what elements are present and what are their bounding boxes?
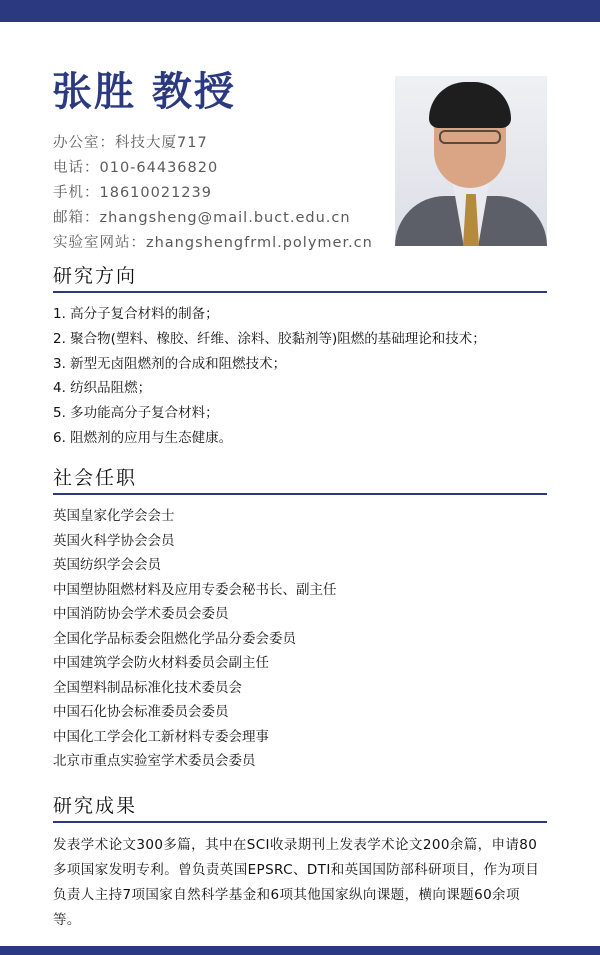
roles-section	[53, 464, 547, 774]
top-banner	[0, 0, 600, 22]
role-item: 中国消防协会学术委员会委员	[53, 606, 229, 622]
research-item: 1. 高分子复合材料的制备；	[53, 306, 219, 322]
email-address[interactable]: 邮箱：zhangsheng@mail.buct.edu.cn	[53, 210, 351, 226]
role-item: 中国建筑学会防火材料委员会副主任	[53, 655, 269, 671]
bottom-banner	[0, 946, 600, 955]
role-item: 全国塑料制品标准化技术委员会	[53, 679, 242, 696]
contact-info	[53, 131, 373, 256]
role-item: 中国石化协会标准委员会委员	[53, 704, 229, 720]
roles-divider	[53, 493, 547, 495]
role-item: 全国化学品标委会阻燃化学品分委会委员	[53, 630, 296, 647]
research-item: 6. 阻燃剂的应用与生态健康。	[53, 429, 233, 446]
role-item: 中国化工学会化工新材料专委会理事	[53, 728, 269, 745]
research-item: 3. 新型无卤阻燃剂的合成和阻燃技术；	[53, 355, 287, 372]
mobile-number: 手机：18610021239	[53, 185, 212, 201]
research-item: 4. 纺织品阻燃；	[53, 380, 152, 397]
results-section	[53, 792, 547, 933]
research-divider	[53, 291, 547, 293]
role-item: 英国皇家化学会会士	[53, 508, 175, 524]
profile-photo	[395, 76, 547, 246]
results-divider	[53, 821, 547, 823]
role-item: 英国纺织学会会员	[53, 557, 161, 573]
profile-name: 张胜 教授	[52, 69, 236, 115]
roles-title: 社会任职	[53, 467, 138, 489]
role-item: 北京市重点实验室学术委员会委员	[53, 753, 256, 769]
lab-website[interactable]: 实验室网站：zhangshengfrml.polymer.cn	[53, 235, 373, 251]
office-address: 办公室：科技大厦717	[53, 135, 208, 151]
role-item: 英国火科学协会会员	[53, 532, 175, 549]
research-section	[53, 262, 547, 451]
research-title: 研究方向	[53, 265, 138, 287]
role-item: 中国塑协阻燃材料及应用专委会秘书长、副主任	[53, 581, 337, 598]
results-title: 研究成果	[53, 795, 138, 817]
phone-number: 电话：010-64436820	[53, 160, 219, 176]
results-paragraph: 发表学术论文300多篇，其中在SCI收录期刊上发表学术论文200余篇，申请80多项国家发明专利。曾负责英国EPSRC、DTI和英国国防部科研项目，作为项目负责人主持7项国家自然科学基金和6项其他国家纵向课题，横向课题60余项等。	[53, 837, 540, 928]
research-item: 5. 多功能高分子复合材料；	[53, 405, 219, 422]
research-item: 2. 聚合物(塑料、橡胶、纤维、涂料、胶黏剂等)阻燃的基础理论和技术；	[53, 330, 486, 347]
